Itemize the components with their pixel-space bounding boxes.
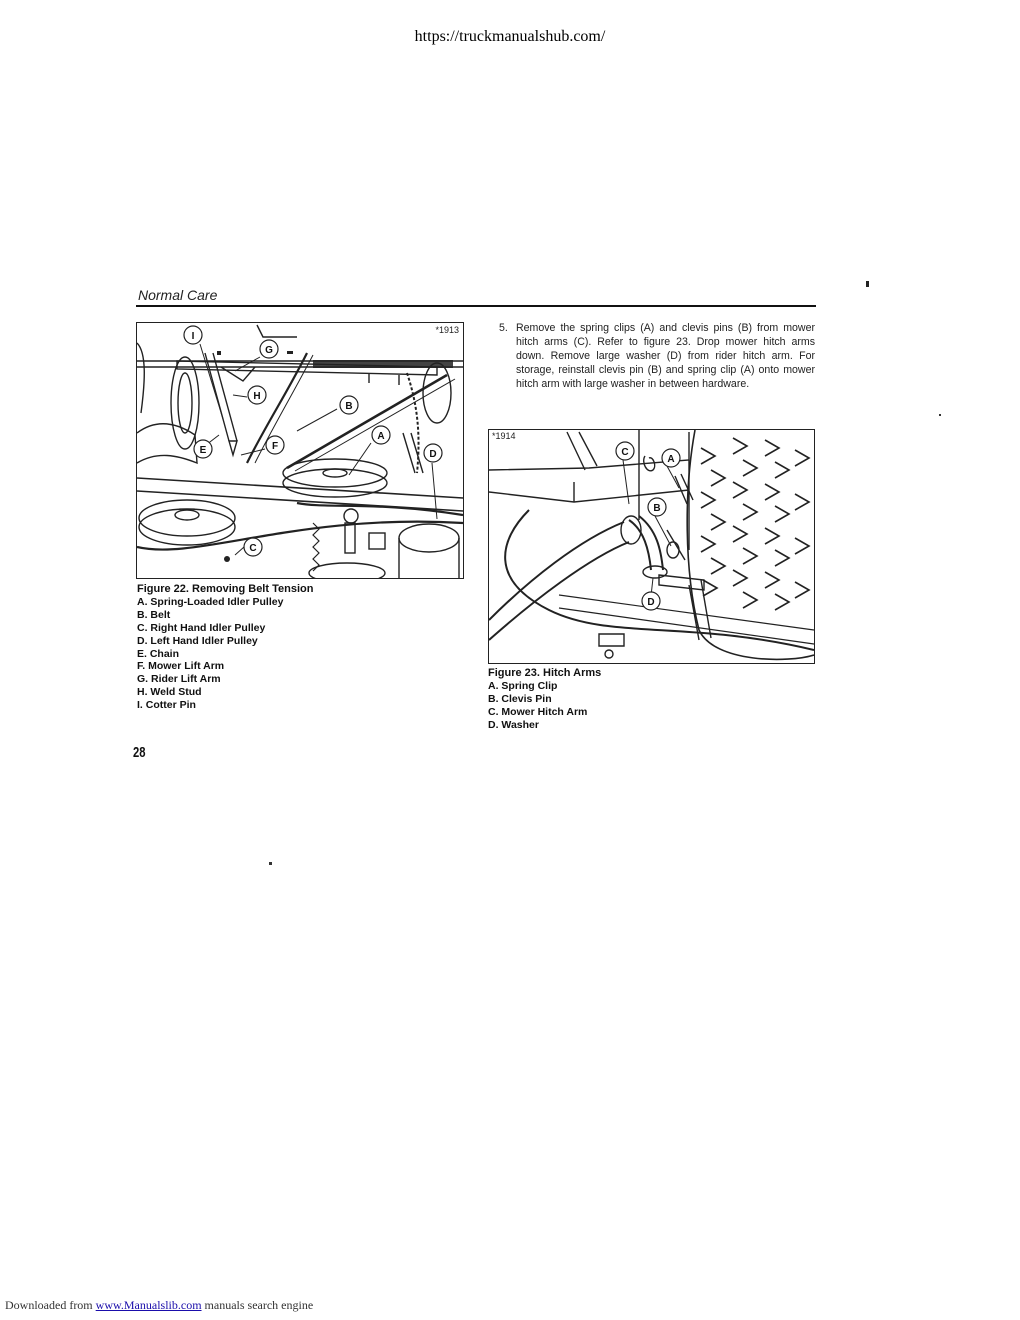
header-rule [136, 305, 816, 307]
figure-23-title: Figure 23. Hitch Arms [488, 667, 602, 679]
download-footer [5, 1298, 313, 1313]
legend-item: E. Chain [137, 647, 180, 660]
callout-E: E [199, 445, 207, 456]
legend-item: H. Weld Stud [137, 686, 202, 699]
figure-23-drawing [489, 430, 814, 663]
legend-item: D. Washer [488, 718, 539, 731]
callout-C: C [249, 543, 257, 554]
figure-23-illustration [488, 429, 815, 664]
legend-item: B. Clevis Pin [488, 692, 552, 705]
figure-22-number-tag: *1913 [435, 325, 459, 335]
figure-22-title: Figure 22. Removing Belt Tension [137, 583, 314, 595]
figure-22-illustration [136, 322, 464, 579]
step-number: 5. [499, 322, 508, 334]
page-number: 28 [133, 744, 146, 761]
source-url-header: https://truckmanualshub.com/ [414, 28, 606, 45]
tire-tread [687, 430, 814, 659]
figure-23-number-tag: *1914 [492, 431, 516, 441]
scan-speck [269, 862, 272, 865]
step-text: Remove the spring clips (A) and clevis pins (B) from mower hitch arms (C). Refer to figure 23. Drop mower hitch arms down. Remove large washer (D) from rider hitch arm. For storage, reinstall clevis pin (B) and spring clip (A) onto mower hitch arm with large washer in between hardware. [516, 322, 815, 390]
callout-D: D [647, 597, 655, 608]
legend-item: C. Right Hand Idler Pulley [137, 621, 266, 634]
callout-B: B [653, 503, 661, 514]
legend-item: C. Mower Hitch Arm [488, 705, 588, 718]
margin-mark [866, 281, 869, 287]
section-title: Normal Care [138, 287, 218, 303]
callout-A: A [667, 454, 675, 465]
callout-G: G [265, 345, 273, 356]
legend-item: G. Rider Lift Arm [137, 673, 221, 686]
scan-speck [939, 414, 941, 416]
footer-prefix: Downloaded from [5, 1298, 93, 1312]
legend-item: D. Left Hand Idler Pulley [137, 634, 258, 647]
callout-F: F [271, 441, 279, 452]
legend-item: I. Cotter Pin [137, 699, 196, 712]
callout-D: D [429, 449, 437, 460]
callout-A: A [377, 431, 385, 442]
callout-B: B [345, 401, 353, 412]
callout-I: I [191, 331, 195, 342]
figure-22-drawing [137, 323, 463, 578]
figure-22-caption [137, 583, 313, 712]
figure-23-caption [488, 667, 601, 732]
legend-item: F. Mower Lift Arm [137, 660, 225, 673]
legend-item: A. Spring-Loaded Idler Pulley [137, 595, 284, 608]
callout-H: H [253, 391, 261, 402]
legend-item: A. Spring Clip [488, 679, 558, 692]
legend-item: B. Belt [137, 608, 171, 621]
manualslib-link[interactable]: www.Manualslib.com [95, 1298, 202, 1312]
step-5-paragraph [499, 321, 815, 391]
callout-C: C [621, 447, 629, 458]
footer-suffix: manuals search engine [204, 1298, 314, 1312]
